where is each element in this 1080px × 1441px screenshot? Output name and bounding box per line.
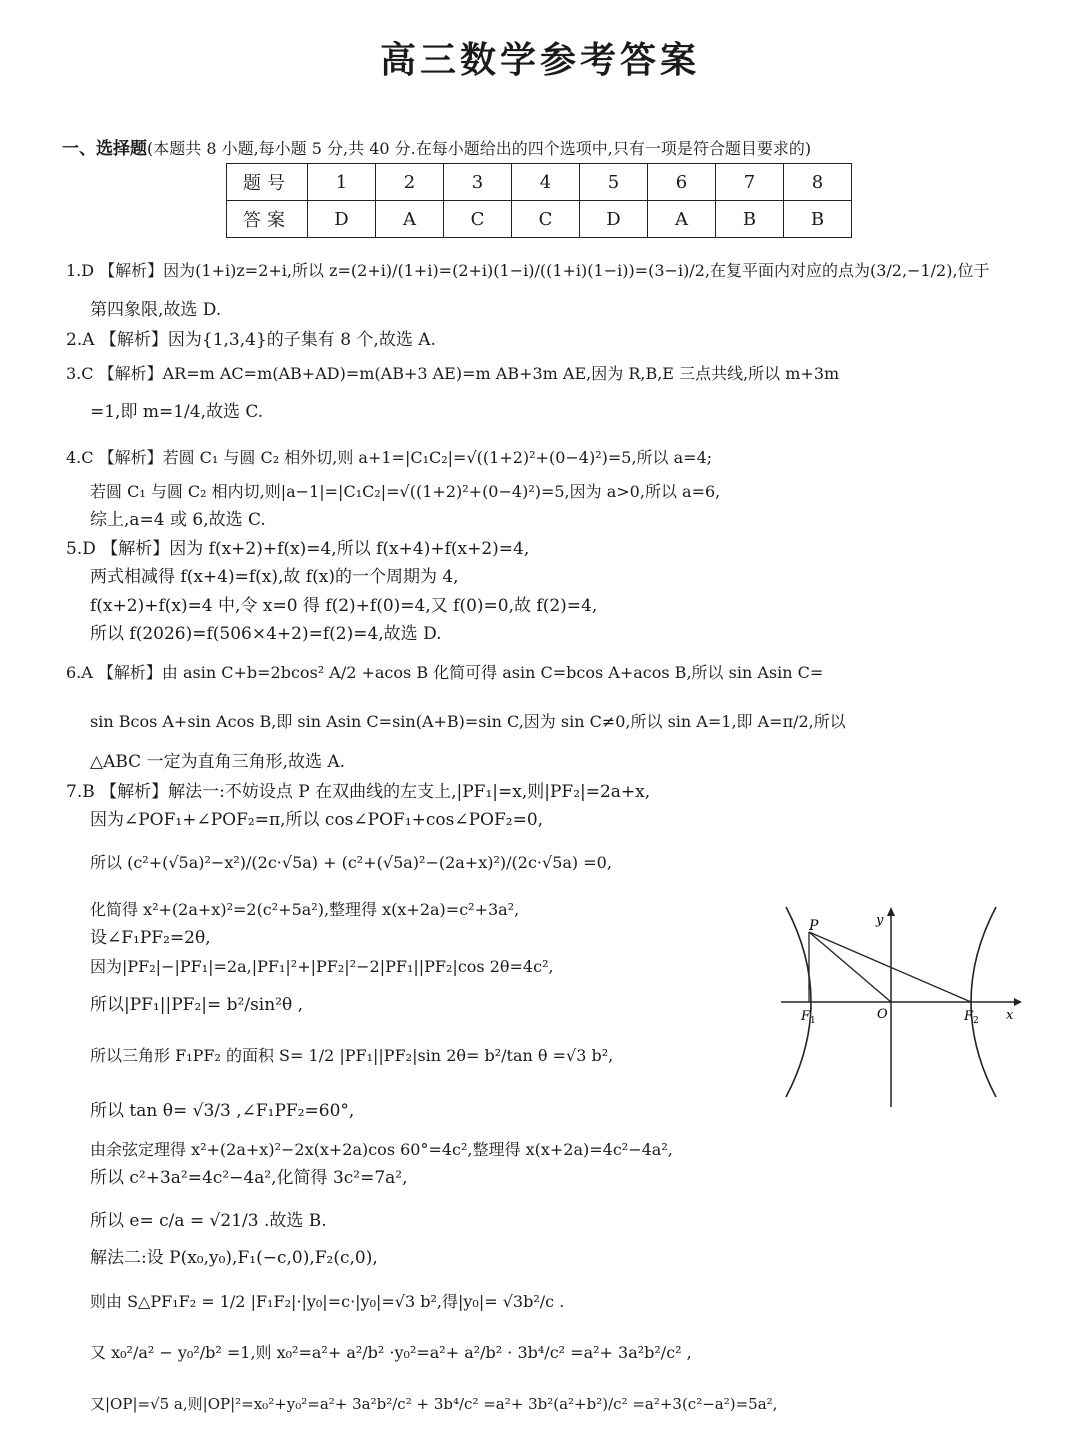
solution-line: 4.C 【解析】若圆 C₁ 与圆 C₂ 相外切,则 a+1=|C₁C₂|=√((1+2)²+(0−4)²)=5,所以 a=4; bbox=[66, 448, 713, 467]
label-x: x bbox=[1006, 1008, 1014, 1023]
table-cell: 8 bbox=[784, 164, 852, 201]
section-label: 一、选择题 bbox=[62, 139, 147, 159]
solution-line: =1,即 m=1/4,故选 C. bbox=[90, 402, 264, 422]
solution-line: 5.D 【解析】因为 f(x+2)+f(x)=4,所以 f(x+4)+f(x+2)=4, bbox=[66, 539, 530, 559]
table-cell: 7 bbox=[716, 164, 784, 201]
table-cell: 4 bbox=[512, 164, 580, 201]
table-row-numbers bbox=[227, 164, 852, 201]
solution-line: 又|OP|=√5 a,则|OP|²=x₀²+y₀²=a²+ 3a²b²/c² + 3b⁴/c² =a²+ 3b²(a²+b²)/c² =a²+3(c²−a²)=5a², bbox=[90, 1395, 778, 1413]
solution-line: 6.A 【解析】由 asin C+b=2bcos² A/2 +acos B 化简可得 asin C=bcos A+acos B,所以 sin Asin C= bbox=[66, 663, 824, 682]
solution-line: 又 x₀²/a² − y₀²/b² =1,则 x₀²=a²+ a²/b² ·y₀²=a²+ a²/b² · 3b⁴/c² =a²+ 3a²b²/c² , bbox=[90, 1343, 692, 1362]
solution-line: 因为|PF₂|−|PF₁|=2a,|PF₁|²+|PF₂|²−2|PF₁||PF₂|cos 2θ=4c², bbox=[90, 957, 554, 976]
label-o: O bbox=[877, 1007, 888, 1022]
row-label-number: 题号 bbox=[227, 164, 308, 201]
solution-line: sin Bcos A+sin Acos B,即 sin Asin C=sin(A+B)=sin C,因为 sin C≠0,所以 sin A=1,即 A=π/2,所以 bbox=[90, 712, 846, 731]
solution-line: 7.B 【解析】解法一:不妨设点 P 在双曲线的左支上,|PF₁|=x,则|PF₂|=2a+x, bbox=[66, 782, 651, 802]
x-axis-arrow bbox=[1014, 998, 1022, 1006]
table-cell: A bbox=[376, 201, 444, 238]
table-cell: C bbox=[512, 201, 580, 238]
solution-line: f(x+2)+f(x)=4 中,令 x=0 得 f(2)+f(0)=4,又 f(0)=0,故 f(2)=4, bbox=[90, 596, 598, 616]
solution-line: 所以 tan θ= √3/3 ,∠F₁PF₂=60°, bbox=[90, 1101, 355, 1121]
y-axis-arrow bbox=[887, 907, 895, 916]
segment-pf2 bbox=[809, 932, 971, 1002]
label-y: y bbox=[876, 913, 884, 928]
solution-line: 解法二:设 P(x₀,y₀),F₁(−c,0),F₂(c,0), bbox=[90, 1248, 378, 1268]
table-cell: 3 bbox=[444, 164, 512, 201]
solution-line: 由余弦定理得 x²+(2a+x)²−2x(x+2a)cos 60°=4c²,整理得 x(x+2a)=4c²−4a², bbox=[90, 1140, 673, 1159]
hyperbola-figure bbox=[776, 902, 1026, 1107]
section-heading bbox=[62, 134, 811, 159]
table-cell: B bbox=[784, 201, 852, 238]
solution-line: 所以 f(2026)=f(506×4+2)=f(2)=4,故选 D. bbox=[90, 624, 442, 644]
answer-table bbox=[226, 163, 852, 238]
table-cell: D bbox=[308, 201, 376, 238]
label-p: P bbox=[809, 918, 819, 934]
solution-line: 1.D 【解析】因为(1+i)z=2+i,所以 z=(2+i)/(1+i)=(2+i)(1−i)/((1+i)(1−i))=(3−i)/2,在复平面内对应的点为(3/2,−1/2),位于 bbox=[66, 261, 990, 280]
solution-line: △ABC 一定为直角三角形,故选 A. bbox=[90, 752, 346, 772]
table-cell: 6 bbox=[648, 164, 716, 201]
solution-line: 所以 c²+3a²=4c²−4a²,化简得 3c²=7a², bbox=[90, 1168, 408, 1188]
table-cell: 1 bbox=[308, 164, 376, 201]
table-cell: A bbox=[648, 201, 716, 238]
solution-line: 3.C 【解析】AR=m AC=m(AB+AD)=m(AB+3 AE)=m AB+3m AE,因为 R,B,E 三点共线,所以 m+3m bbox=[66, 364, 840, 383]
solution-line: 所以|PF₁||PF₂|= b²/sin²θ , bbox=[90, 995, 304, 1015]
solution-line: 若圆 C₁ 与圆 C₂ 相内切,则|a−1|=|C₁C₂|=√((1+2)²+(0−4)²)=5,因为 a>0,所以 a=6, bbox=[90, 482, 721, 501]
solution-line: 所以 e= c/a = √21/3 .故选 B. bbox=[90, 1211, 327, 1231]
solution-line: 则由 S△PF₁F₂ = 1/2 |F₁F₂|·|y₀|=c·|y₀|=√3 b²,得|y₀|= √3b²/c . bbox=[90, 1292, 565, 1311]
solution-line: 所以三角形 F₁PF₂ 的面积 S= 1/2 |PF₁||PF₂|sin 2θ= b²/tan θ =√3 b², bbox=[90, 1046, 614, 1065]
solution-line: 化简得 x²+(2a+x)²=2(c²+5a²),整理得 x(x+2a)=c²+3a², bbox=[90, 900, 520, 919]
table-cell: C bbox=[444, 201, 512, 238]
label-f2: $F_2$ bbox=[964, 1009, 979, 1026]
section-note: (本题共 8 小题,每小题 5 分,共 40 分.在每小题给出的四个选项中,只有一项是符合题目要求的) bbox=[147, 139, 812, 158]
table-cell: B bbox=[716, 201, 784, 238]
segment-po bbox=[809, 932, 891, 1002]
solution-line: 综上,a=4 或 6,故选 C. bbox=[90, 510, 266, 530]
table-cell: 2 bbox=[376, 164, 444, 201]
table-cell: 5 bbox=[580, 164, 648, 201]
solution-line: 因为∠POF₁+∠POF₂=π,所以 cos∠POF₁+cos∠POF₂=0, bbox=[90, 810, 544, 830]
page-title: 高三数学参考答案 bbox=[379, 40, 700, 81]
row-label-answer: 答案 bbox=[227, 201, 308, 238]
solution-line: 两式相减得 f(x+4)=f(x),故 f(x)的一个周期为 4, bbox=[90, 567, 459, 587]
solution-line: 设∠F₁PF₂=2θ, bbox=[90, 928, 211, 948]
table-row-answers bbox=[227, 201, 852, 238]
label-f1: $F_1$ bbox=[801, 1009, 816, 1026]
table-cell: D bbox=[580, 201, 648, 238]
solution-line: 所以 (c²+(√5a)²−x²)/(2c·√5a) + (c²+(√5a)²−(2a+x)²)/(2c·√5a) =0, bbox=[90, 853, 612, 872]
solution-line: 第四象限,故选 D. bbox=[90, 300, 222, 320]
solution-line: 2.A 【解析】因为{1,3,4}的子集有 8 个,故选 A. bbox=[66, 330, 436, 350]
